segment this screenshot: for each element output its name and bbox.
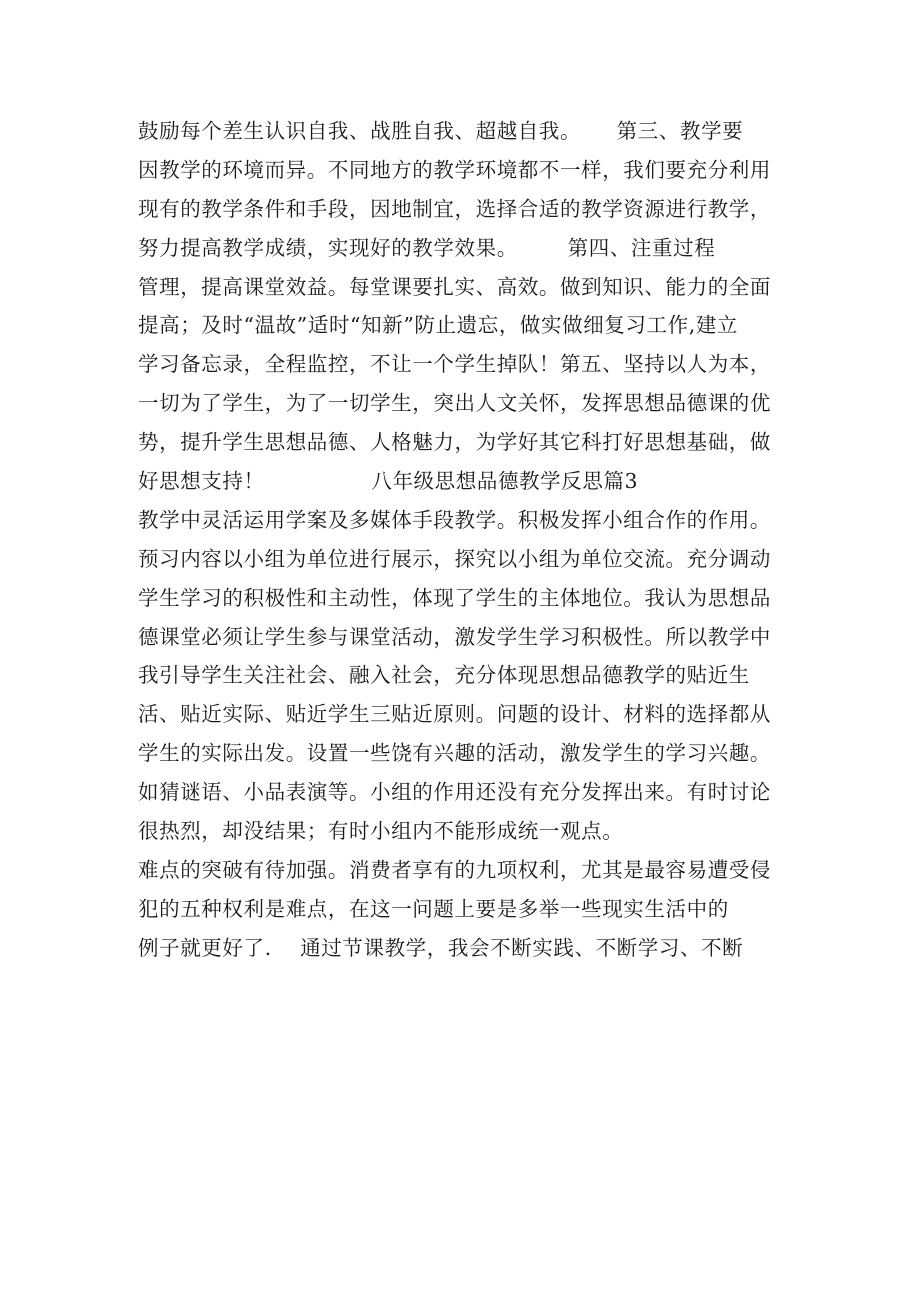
text-line: 难点的突破有待加强。消费者享有的九项权利，尤其是最容易遭受侵 — [138, 857, 771, 882]
text-line: 教学中灵活运用学案及多媒体手段教学。积极发挥小组合作的作用。 — [138, 507, 771, 532]
text-line: 学生学习的积极性和主动性，体现了学生的主体地位。我认为思想品 — [138, 585, 771, 610]
text-line: 学习备忘录，全程监控，不让一个学生掉队！第五、坚持以人为本， — [138, 352, 771, 377]
text-line: 鼓励每个差生认识自我、战胜自我、超越自我。 第三、教学要 — [138, 119, 744, 143]
text-line: 犯的五种权利是难点，在这一问题上要是多举一些现实生活中的 — [138, 896, 729, 921]
text-line: 活、贴近实际、贴近学生三贴近原则。问题的设计、材料的选择都从 — [138, 702, 771, 727]
text-line: 努力提高教学成绩，实现好的教学效果。 第四、注重过程 — [138, 235, 716, 260]
text-line: 例子就更好了. 通过节课教学，我会不断实践、不断学习、不断 — [138, 935, 744, 960]
text-line: 好思想支持！ 八年级思想品德教学反思篇3 — [138, 469, 639, 494]
text-line: 很热烈，却没结果；有时小组内不能形成统一观点。 — [138, 819, 624, 844]
text-line: 提高；及时“温故”适时“知新”防止遗忘，做实做细复习工作,建立 — [138, 313, 739, 338]
text-line: 管理，提高课堂效益。每堂课要扎实、高效。做到知识、能力的全面 — [138, 274, 771, 299]
text-line: 学生的实际出发。设置一些饶有兴趣的活动，激发学生的学习兴趣。 — [138, 741, 771, 766]
text-line: 因教学的环境而异。不同地方的教学环境都不一样，我们要充分利用 — [138, 157, 771, 182]
text-line: 预习内容以小组为单位进行展示，探究以小组为单位交流。充分调动 — [138, 546, 771, 571]
text-line: 现有的教学条件和手段，因地制宜，选择合适的教学资源进行教学， — [138, 196, 771, 221]
body-text — [138, 112, 798, 968]
text-line: 德课堂必须让学生参与课堂活动，激发学生学习积极性。所以教学中 — [138, 624, 771, 649]
text-line: 如猜谜语、小品表演等。小组的作用还没有充分发挥出来。有时讨论 — [138, 780, 771, 805]
text-line: 一切为了学生，为了一切学生，突出人文关怀，发挥思想品德课的优 — [138, 391, 771, 416]
text-line: 势，提升学生思想品德、人格魅力，为学好其它科打好思想基础，做 — [138, 430, 771, 455]
text-line: 我引导学生关注社会、融入社会，充分体现思想品德教学的贴近生 — [138, 663, 750, 688]
